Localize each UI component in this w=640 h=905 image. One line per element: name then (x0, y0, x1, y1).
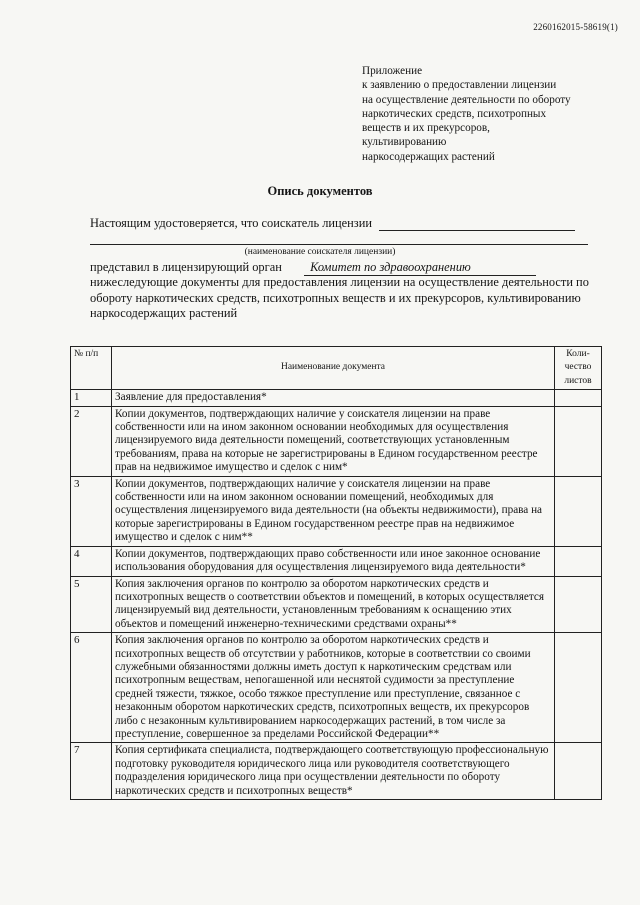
row-num: 3 (71, 476, 112, 546)
table-row (71, 546, 602, 576)
row-num: 5 (71, 576, 112, 633)
row-text: Копии документов, подтверждающих наличие у соискателя лицензии на праве собственности или на ином законном основании необходимых для осуществления лицензируемого вида деятельности помещений, соответствующих установленным требованиям, права на которые не зарегистрированы в Едином государственном реестре прав на недвижимое имущество и сделок с ним* (112, 406, 555, 476)
applicant-name-field[interactable] (379, 217, 575, 231)
row-num: 6 (71, 633, 112, 743)
appendix-line: к заявлению о предоставлении лицензии (362, 79, 557, 92)
appendix-line: веществ и их прекурсоров, (362, 122, 490, 135)
applicant-caption: (наименование соискателя лицензии) (244, 247, 396, 257)
appendix-block (362, 64, 612, 164)
authority-name: Комитет по здравоохранению (304, 260, 536, 276)
row-num: 1 (71, 390, 112, 406)
intro-paragraph: нижеследующие документы для предоставления лицензии на осуществление деятельности по обороту наркотических средств, психотропных веществ и их прекурсоров, культивированию наркосодержащих растений (90, 275, 589, 321)
row-count[interactable] (555, 576, 602, 633)
header-count: Коли-чество листов (555, 347, 602, 390)
row-count[interactable] (555, 743, 602, 800)
appendix-line: наркосодержащих растений (362, 150, 495, 163)
header-num: № п/п (71, 347, 112, 390)
appendix-line: на осуществление деятельности по обороту (362, 93, 571, 106)
document-title: Опись документов (267, 184, 373, 198)
row-count[interactable] (555, 633, 602, 743)
submitted-line (90, 260, 536, 276)
certify-line (90, 216, 575, 231)
submitted-text: представил в лицензирующий орган (90, 260, 282, 274)
header-name: Наименование документа (112, 347, 555, 390)
row-text: Заявление для предоставления* (112, 390, 555, 406)
row-text: Копия заключения органов по контролю за оборотом наркотических средств и психотропных веществ о соответствии объектов и помещений, в которых осуществляется лицензируемый вид деятельности, установленным требованиям к оснащению этих объектов и помещений инженерно-техническими средствами охраны** (112, 576, 555, 633)
certify-text: Настоящим удостоверяется, что соискатель лицензии (90, 216, 372, 230)
row-count[interactable] (555, 546, 602, 576)
row-text: Копия заключения органов по контролю за оборотом наркотических средств и психотропных веществ об отсутствии у работников, которые в соответствии со своими служебными обязанностями должны иметь доступ к наркотическим средствам или психотропным веществам, непогашенной или неснятой судимости за преступление средней тяжести, тяжкое, особо тяжкое преступление или преступление, связанное с незаконным оборотом наркотических средств, психотропных веществ, их прекурсоров либо с незаконным культивированием наркосодержащих растений, в том числе за преступление, совершенное за пределами Российской Федерации** (112, 633, 555, 743)
table-row (71, 406, 602, 476)
row-num: 7 (71, 743, 112, 800)
appendix-line: Приложение (362, 65, 423, 77)
table-header-row (71, 347, 602, 390)
row-count[interactable] (555, 390, 602, 406)
table-row (71, 476, 602, 546)
document-number: 2260162015-58619(1) (533, 22, 618, 32)
row-count[interactable] (555, 406, 602, 476)
table-row (71, 633, 602, 743)
applicant-name-line (90, 244, 588, 245)
row-count[interactable] (555, 476, 602, 546)
table-row (71, 390, 602, 406)
table-row (71, 743, 602, 800)
row-text: Копии документов, подтверждающих наличие у соискателя лицензии на праве собственности или на ином законном основании помещений, необходимых для осуществления лицензируемого вида деятельности (на объекты недвижимости), права на которые зарегистрированы в Едином государственном реестре прав на недвижимое имущество и сделок с ним** (112, 476, 555, 546)
row-num: 4 (71, 546, 112, 576)
documents-table (70, 346, 602, 800)
row-text: Копии документов, подтверждающих право собственности или иное законное основание использования оборудования для осуществления лицензируемого вида деятельности* (112, 546, 555, 576)
row-num: 2 (71, 406, 112, 476)
appendix-line: культивированию (362, 136, 447, 149)
table-row (71, 576, 602, 633)
row-text: Копия сертификата специалиста, подтверждающего соответствующую профессиональную подготовку руководителя юридического лица или руководителя соответствующего подразделения юридического лица при осуществлении деятельности по обороту наркотических средств и психотропных веществ* (112, 743, 555, 800)
appendix-line: наркотических средств, психотропных (362, 107, 547, 120)
